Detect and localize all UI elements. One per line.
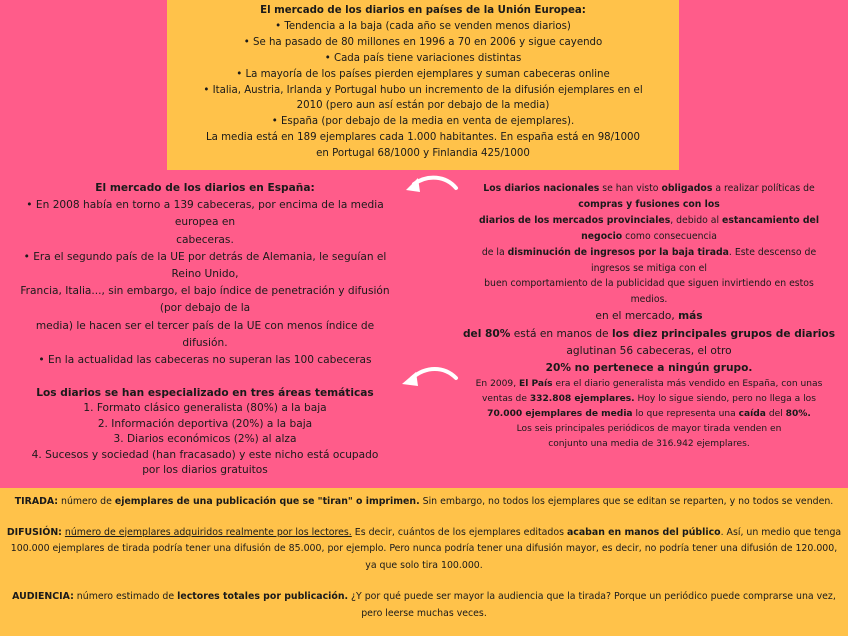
- spain-line: • En la actualidad las cabeceras no superan las 100 cabeceras: [38, 354, 372, 367]
- eu-line: • España (por debajo de la media en venta de ejemplares).: [271, 116, 575, 128]
- text-run: 332.808 ejemplares.: [529, 394, 635, 405]
- national-line: [458, 213, 840, 229]
- spain-line: media) le hacen ser el tercer país de la UE con menos índice de: [35, 319, 375, 332]
- spain-line: Reino Unido,: [171, 268, 239, 281]
- difusion-definition: [4, 525, 844, 575]
- text-run: los diez principales grupos de diarios: [611, 327, 836, 340]
- national-line: [458, 197, 840, 213]
- tirada-label: TIRADA:: [14, 496, 59, 507]
- national-line: [458, 308, 840, 325]
- spain-line: europea en: [174, 216, 236, 229]
- spain-line: (por debajo de la: [159, 302, 251, 315]
- area-line: 2. Información deportiva (20%) a la baja: [97, 417, 313, 430]
- thematic-areas-block: [0, 386, 410, 478]
- text-run: era el diario generalista más vendido en España, con unas: [552, 379, 823, 389]
- text-run: . Este descenso de: [728, 246, 817, 258]
- tirada-definition: [4, 494, 844, 511]
- curved-arrow-icon: [402, 170, 462, 204]
- text-run: ventas de: [482, 394, 530, 405]
- text-run: más: [678, 310, 703, 323]
- area-line: 3. Diarios económicos (2%) al alza: [113, 433, 297, 446]
- eu-market-box: [167, 0, 679, 170]
- text-run: 70.000 ejemplares de media: [487, 409, 633, 420]
- national-line: [458, 360, 840, 377]
- text-run: en el mercado,: [595, 310, 679, 323]
- audiencia-label: AUDIENCIA:: [12, 590, 74, 602]
- text-run: ¿Y por qué puede ser mayor la audiencia que la tirada? Porque un periódico puede comprarse una vez, pero leerse muchas veces.: [348, 590, 836, 619]
- national-line: [458, 245, 840, 261]
- area-line: 1. Formato clásico generalista (80%) a la baja: [83, 402, 327, 415]
- spain-market-block: [0, 180, 410, 369]
- text-run: del: [765, 409, 786, 420]
- area-line: por los diarios gratuitos: [142, 464, 268, 477]
- text-run: negocio: [581, 230, 623, 242]
- eu-line: • Cada país tiene variaciones distintas: [324, 52, 522, 64]
- spain-line: difusión.: [182, 336, 228, 349]
- spain-line: • Era el segundo país de la UE por detrás de Alemania, le seguían el: [23, 250, 387, 263]
- spain-line: • En 2008 había en torno a 139 cabeceras, por encima de la media: [26, 199, 384, 212]
- difusion-label: DIFUSIÓN:: [6, 526, 62, 538]
- text-run: ejemplares de una publicación que se "tiran" o imprimen.: [114, 496, 420, 507]
- text-run: del 80%: [462, 327, 511, 340]
- audiencia-definition: [4, 589, 844, 622]
- text-run: acaban en manos del público: [566, 526, 721, 538]
- text-run: Es decir, cuántos de los ejemplares editados: [351, 526, 567, 538]
- text-run: obligados: [661, 183, 713, 194]
- eu-line: • La mayoría de los países pierden ejemplares y suman cabeceras online: [236, 68, 610, 80]
- text-run: número de: [58, 496, 115, 507]
- national-line: ingresos se mitiga con el: [591, 262, 707, 274]
- text-run: caída: [738, 409, 766, 420]
- spain-market-title: El mercado de los diarios en España:: [95, 182, 315, 194]
- text-run: Hoy lo sigue siendo, pero no llega a los: [634, 394, 816, 405]
- text-run: se han visto: [599, 183, 662, 194]
- text-run: lectores totales por publicación.: [177, 590, 349, 602]
- eu-line: • Tendencia a la baja (cada año se venden menos diarios): [275, 20, 571, 32]
- national-line: aglutinan 56 cabeceras, el otro: [566, 345, 732, 358]
- national-line: [458, 229, 840, 245]
- eu-line: en Portugal 68/1000 y Finlandia 425/1000: [316, 148, 530, 160]
- national-dailies-block: [458, 181, 840, 378]
- text-run: compras y fusiones con los: [578, 198, 720, 210]
- text-run: está en manos de: [510, 327, 612, 340]
- elpais-line: [458, 377, 840, 392]
- national-line: [458, 181, 840, 197]
- elpais-line: [458, 392, 840, 407]
- definitions-box: [0, 488, 848, 636]
- text-run: Sin embargo, no todos los ejemplares que se editan se reparten, y no todos se venden.: [419, 496, 834, 507]
- eu-line: La media está en 189 ejemplares cada 1.000 habitantes. En españa está en 98/1000: [205, 132, 641, 144]
- spain-line: Francia, Italia..., sin embargo, el bajo índice de penetración y difusión: [20, 285, 390, 298]
- text-run: lo que representa una: [632, 409, 739, 420]
- elpais-line: conjunto una media de 316.942 ejemplares.: [548, 439, 750, 450]
- text-run: diarios de los mercados provinciales: [478, 214, 671, 226]
- thematic-areas-title: Los diarios se han especializado en tres áreas temáticas: [36, 387, 374, 399]
- text-run: a realizar políticas de: [712, 183, 815, 194]
- text-run: 80%.: [785, 409, 811, 420]
- text-run: disminución de ingresos por la baja tirada: [507, 246, 729, 258]
- eu-line: • Italia, Austria, Irlanda y Portugal hubo un incremento de la difusión ejemplares en el: [203, 84, 643, 96]
- text-run: estancamiento del: [722, 214, 820, 226]
- elpais-line: [458, 407, 840, 422]
- text-run: En 2009,: [475, 379, 519, 389]
- text-run: 20% no pertenece a ningún grupo.: [545, 362, 753, 375]
- eu-line: 2010 (pero aun así están por debajo de la media): [296, 100, 550, 112]
- el-pais-block: [458, 377, 840, 452]
- spain-line: cabeceras.: [176, 233, 234, 246]
- eu-line: • Se ha pasado de 80 millones en 1996 a 70 en 2006 y sigue cayendo: [243, 36, 603, 48]
- national-line: buen comportamiento de la publicidad que siguen invirtiendo en estos: [484, 278, 814, 290]
- curved-arrow-icon: [398, 362, 462, 396]
- text-run: . Así, un medio que tenga 100.000 ejemplares de tirada podría tener una difusión de 85.000, por ejemplo. Pero nunca podría tener una difusión mayor, es decir, no podría tener una difusión de 120.000, ya que solo tira 100.000.: [10, 526, 842, 572]
- text-run: , debido al: [670, 214, 723, 226]
- text-run: como consecuencia: [622, 230, 717, 242]
- elpais-line: Los seis principales periódicos de mayor tirada venden en: [516, 424, 782, 435]
- area-line: 4. Sucesos y sociedad (han fracasado) y este nicho está ocupado: [31, 448, 379, 461]
- national-line: [458, 326, 840, 343]
- text-run: número estimado de: [73, 590, 178, 602]
- text-run: El País: [519, 379, 553, 389]
- national-line: medios.: [630, 294, 668, 306]
- text-run: número de ejemplares adquiridos realmente por los lectores.: [64, 526, 352, 538]
- national-dailies-term: Los diarios nacionales: [483, 183, 600, 194]
- eu-market-title: El mercado de los diarios en países de la Unión Europea:: [260, 5, 586, 16]
- text-run: de la: [481, 246, 508, 258]
